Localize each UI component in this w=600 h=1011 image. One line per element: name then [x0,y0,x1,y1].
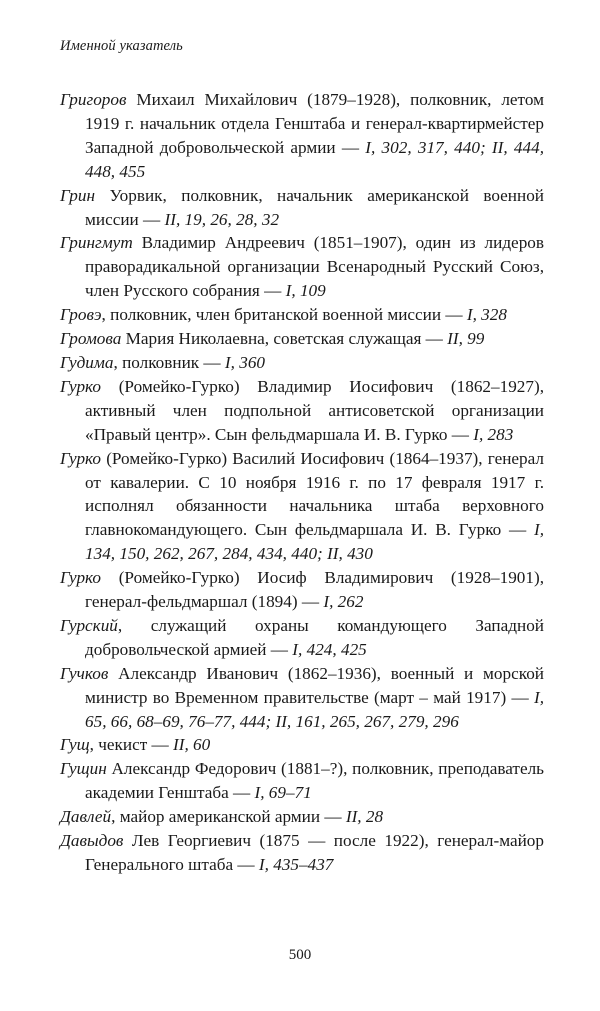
entry-text: , полковник, член британской военной миссии — [101,305,467,325]
entry-page-refs: I, 360 [224,352,266,372]
index-entry [60,327,544,351]
index-entry [60,662,544,734]
index-entry [60,805,544,829]
page-number: 500 [288,947,312,963]
entry-surname: Гудима [60,352,114,372]
entry-surname: Гурский [60,615,118,635]
entry-text: (Ромейко-Гурко) Владимир Иосифович (1862–1927), активный член подпольной антисоветской организации «Правый центр». Сын фельдмаршала И. В. Гурко — [85,376,544,444]
index-entry [60,566,544,614]
entry-page-refs: II, 28 [345,807,384,827]
entry-page-refs: II, 99 [447,329,485,349]
entry-surname: Давлей [60,807,112,827]
entry-text: Лев Георгиевич (1875 — после 1922), генерал-майор Генерального штаба — [85,831,544,874]
entry-surname: Григоров [60,90,127,109]
entry-surname: Грингмут [60,233,133,253]
entry-page-refs: I, 134, 150, 262, 267, 284, 434, 440; II, 430 [85,520,544,564]
entry-surname: Гурко [60,568,102,588]
index-entry [60,303,544,327]
name-index [60,88,544,877]
entry-text: Мария Николаевна, советская служащая — [121,329,448,349]
index-entry [60,88,544,184]
entry-text: , служащий охраны командующего Западной добровольческой армией — [85,615,544,659]
entry-surname: Давыдов [60,831,124,851]
entry-page-refs: I, 109 [285,281,326,301]
entry-page-refs: I, 69–71 [254,783,312,803]
entry-text: Уорвик, полковник, начальник американской военной миссии — [85,185,544,229]
entry-page-refs: II, 19, 26, 28, 32 [164,209,280,229]
entry-page-refs: I, 65, 66, 68–69, 76–77, 444; II, 161, 265, 267, 279, 296 [85,687,544,731]
index-entry [60,231,544,303]
entry-page-refs: I, 328 [466,305,507,325]
entry-surname: Гущин [60,759,107,779]
entry-text: (Ромейко-Гурко) Иосиф Владимирович (1928–1901), генерал-фельдмаршал (1894) — [85,568,544,612]
entry-surname: Гучков [60,663,109,683]
index-entry [60,733,544,757]
index-entry [60,757,544,805]
running-header: Именной указатель [60,38,183,54]
index-entry [60,184,544,232]
entry-page-refs: I, 424, 425 [292,639,367,659]
entry-text: Владимир Андреевич (1851–1907), один из лидеров праворадикальной организации Всенародный Русский Союз, член Русского собрания — [85,233,544,301]
entry-text: (Ромейко-Гурко) Василий Иосифович (1864–1937), генерал от кавалерии. С 10 ноября 1916 г. по 17 февраля 1917 г. исполнял обязанности начальника штаба верховного главнокомандующего. Сын фельдмаршала И. В. Гурко — [85,448,544,540]
entry-surname: Гурко [60,376,102,396]
entry-page-refs: I, 435–437 [258,855,334,874]
entry-text: , полковник — [113,352,225,372]
entry-surname: Гурко [60,448,102,468]
index-entry [60,351,544,375]
entry-page-refs: I, 262 [323,592,364,612]
index-entry [60,614,544,662]
entry-text: , майор американской армии — [111,807,346,827]
entry-text: Михаил Михайлович (1879–1928), полковник, летом 1919 г. начальник отдела Генштаба и генерал-квартирмейстер Западной добровольческой армии — [85,90,544,157]
entry-surname: Громова [60,329,122,349]
entry-surname: Грин [60,185,96,205]
entry-surname: Гровэ [60,305,102,325]
entry-surname: Гущ [60,735,90,755]
entry-page-refs: II, 60 [173,735,211,755]
entry-text: Александр Федорович (1881–?), полковник, преподаватель академии Генштаба — [85,759,544,803]
entry-text: Александр Иванович (1862–1936), военный и морской министр во Временном правительстве (март – май 1917) — [85,663,544,707]
entry-page-refs: I, 283 [473,424,514,444]
entry-page-refs: I, 302, 317, 440; II, 444, 448, 455 [85,137,544,181]
index-entry [60,829,544,877]
index-entry [60,375,544,447]
entry-text: , чекист — [89,735,173,755]
index-entry [60,447,544,567]
